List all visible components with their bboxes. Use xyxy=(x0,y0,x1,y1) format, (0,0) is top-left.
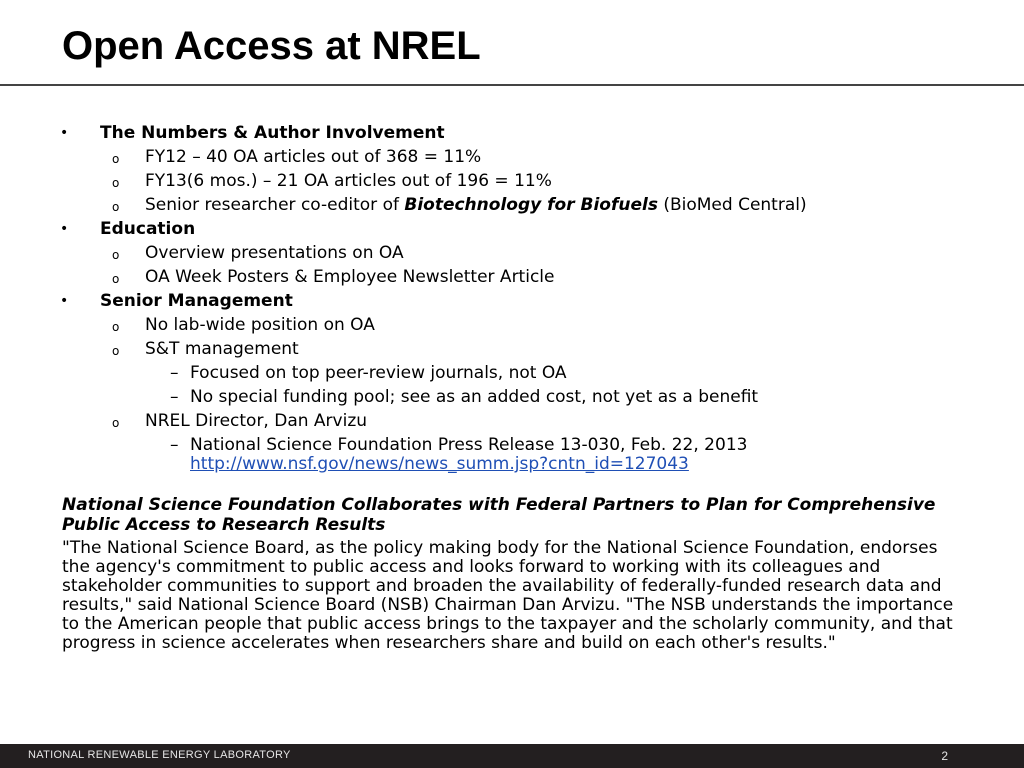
slide-title: Open Access at NREL xyxy=(62,24,481,68)
editor-suffix: (BioMed Central) xyxy=(657,195,807,215)
list-item-text: No lab-wide position on OA xyxy=(145,315,375,335)
title-divider xyxy=(0,84,1024,86)
list-item-text: S&T management xyxy=(145,339,299,359)
bullet-icon: o xyxy=(112,344,120,358)
section-heading: Senior Management xyxy=(100,291,293,311)
bullet-icon: • xyxy=(60,221,69,237)
sub-list-item-text: No special funding pool; see as an added cost, not yet as a benefit xyxy=(190,387,759,407)
bullet-icon: o xyxy=(112,200,120,214)
sub-list-item-text: Focused on top peer-review journals, not OA xyxy=(190,363,567,383)
nsf-press-release-link[interactable]: http://www.nsf.gov/news/news_summ.jsp?cntn_id=127043 xyxy=(190,454,689,474)
section-heading: The Numbers & Author Involvement xyxy=(100,123,445,143)
bullet-icon: o xyxy=(112,320,120,334)
dash-icon: – xyxy=(170,387,179,407)
dash-icon: – xyxy=(170,435,179,455)
page-number: 2 xyxy=(941,749,948,763)
list-item-text: OA Week Posters & Employee Newsletter Article xyxy=(145,267,555,287)
bullet-icon: o xyxy=(112,176,120,190)
dash-icon: – xyxy=(170,363,179,383)
nsf-quote: "The National Science Board, as the policy making body for the National Science Foundation, endorses the agency's commitment to public access and looks forward to working with its colleagues and stakeholder communities to support and broaden the availability of federally-funded research data and results," said National Science Board (NSB) Chairman Dan Arvizu. "The NSB understands the importance to the American people that public access brings to the taxpayer and the scholarly community, and that progress in science accelerates when researchers share and build on each other's results." xyxy=(62,538,954,653)
list-item-text xyxy=(145,194,807,216)
bullet-icon: • xyxy=(60,293,69,309)
journal-name: Biotechnology for Biofuels xyxy=(404,195,658,215)
footer-bar xyxy=(0,744,1024,768)
section-heading: Education xyxy=(100,219,196,239)
list-item-text: NREL Director, Dan Arvizu xyxy=(145,411,368,431)
editor-prefix: Senior researcher co-editor of xyxy=(145,195,405,215)
bullet-icon: o xyxy=(112,416,120,430)
bullet-icon: o xyxy=(112,248,120,262)
list-item-text: FY13(6 mos.) – 21 OA articles out of 196 = 11% xyxy=(145,171,552,191)
sub-list-item-text: National Science Foundation Press Release 13-030, Feb. 22, 2013 xyxy=(190,435,748,455)
bullet-icon: o xyxy=(112,272,120,286)
list-item-text: FY12 – 40 OA articles out of 368 = 11% xyxy=(145,147,482,167)
footer-organization: NATIONAL RENEWABLE ENERGY LABORATORY xyxy=(28,749,291,761)
nsf-heading: National Science Foundation Collaborates with Federal Partners to Plan for Comprehensive Public Access to Research Results xyxy=(62,495,936,535)
bullet-icon: • xyxy=(60,125,69,141)
bullet-icon: o xyxy=(112,152,120,166)
list-item-text: Overview presentations on OA xyxy=(145,243,404,263)
